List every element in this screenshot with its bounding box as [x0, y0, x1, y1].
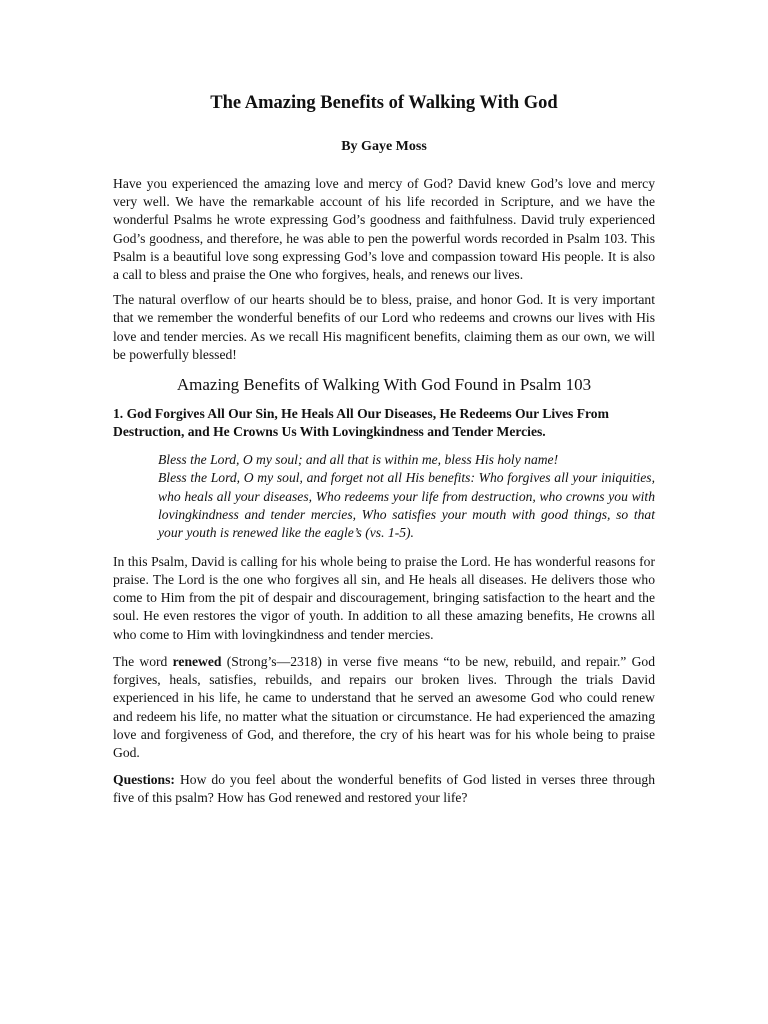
- document-page: [113, 90, 655, 808]
- paragraph-4-rest: (Strong’s—2318) in verse five means “to be new, rebuild, and repair.” God forgives, heals, satisfies, rebuilds, and repairs our broken lives. Through the trials David experienced in his life, he came to understand that he served an awesome God who could renew and redeem his life, no matter what the situation or circumstance. He had experienced the amazing love and forgiveness of God, and therefore, the cry of his heart was for his whole being to praise God.: [113, 653, 655, 760]
- point-1-heading: 1. God Forgives All Our Sin, He Heals All Our Diseases, He Redeems Our Lives From Destruction, and He Crowns Us With Lovingkindness and Tender Mercies.: [113, 406, 609, 440]
- paragraph-4-prefix: The word: [113, 653, 173, 669]
- section-heading: Amazing Benefits of Walking With God Found in Psalm 103: [176, 375, 592, 395]
- intro-paragraph: Have you experienced the amazing love and mercy of God? David knew God’s love and mercy very well. We have the remarkable account of his life recorded in Scripture, and we have the wonderful Psalms he wrote expressing God’s goodness and faithfulness. David truly experienced God’s goodness, and therefore, he was able to pen the powerful words recorded in Psalm 103. This Psalm is a beautiful love song expressing God’s love and compassion toward His people. It is also a call to bless and praise the One who forgives, heals, and renews our lives.: [113, 176, 655, 283]
- author-byline: By Gaye Moss: [341, 139, 427, 154]
- scripture-quote: [158, 451, 655, 543]
- document-title: The Amazing Benefits of Walking With God: [210, 93, 558, 113]
- questions-paragraph: [113, 771, 655, 807]
- paragraph-3: In this Psalm, David is calling for his whole being to praise the Lord. He has wonderful reasons for praise. The Lord is the one who forgives all sin, and He heals all diseases. He delivers those who come to Him from the pit of despair and discouragement, bringing satisfaction to the heart and the soul. He even restores the vigor of youth. In addition to all these amazing benefits, He crowns all who come to Him with lovingkindness and tender mercies.: [113, 553, 655, 642]
- renewed-keyword: renewed: [172, 653, 222, 669]
- second-paragraph: The natural overflow of our hearts should be to bless, praise, and honor God. It is very important that we remember the wonderful benefits of our Lord who redeems and crowns our lives with His love and tender mercies. As we recall His magnificent benefits, claiming them as our own, we will be powerfully blessed!: [113, 292, 655, 362]
- questions-text: How do you feel about the wonderful benefits of God listed in verses three through five of this psalm? How has God renewed and restored your life?: [113, 772, 655, 806]
- scripture-line-1: Bless the Lord, O my soul; and all that is within me, bless His holy name!: [158, 451, 559, 467]
- paragraph-4: [113, 653, 655, 762]
- questions-label: Questions:: [113, 772, 175, 788]
- scripture-line-2: Bless the Lord, O my soul, and forget not all His benefits: Who forgives all your iniquities, who heals all your diseases, Who redeems your life from destruction, who crowns you with lovingkindness and tender mercies, Who satisfies your mouth with good things, so that your youth is renewed like the eagle’s (vs. 1-5).: [158, 470, 655, 541]
